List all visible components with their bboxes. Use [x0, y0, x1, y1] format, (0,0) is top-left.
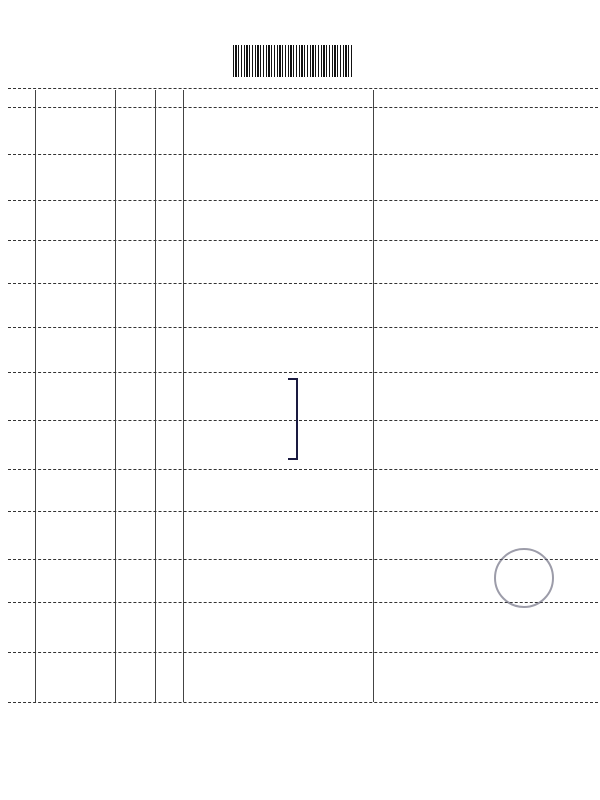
row-rule	[8, 327, 598, 328]
column-divider	[373, 90, 374, 702]
header-top-rule	[8, 88, 598, 89]
row-rule	[8, 511, 598, 512]
column-divider	[35, 90, 36, 702]
row-rule	[8, 652, 598, 653]
barcode-image	[233, 45, 353, 77]
column-divider	[115, 90, 116, 702]
row-rule	[8, 372, 598, 373]
header-bottom-rule	[8, 107, 598, 108]
column-divider	[155, 90, 156, 702]
row-rule	[8, 283, 598, 284]
row-rule	[8, 420, 598, 421]
group-bracket	[288, 378, 298, 460]
row-rule	[8, 469, 598, 470]
delivery-stamp	[494, 548, 554, 608]
column-divider	[183, 90, 184, 702]
row-rule	[8, 240, 598, 241]
row-rule	[8, 702, 598, 703]
row-rule	[8, 154, 598, 155]
row-rule	[8, 200, 598, 201]
